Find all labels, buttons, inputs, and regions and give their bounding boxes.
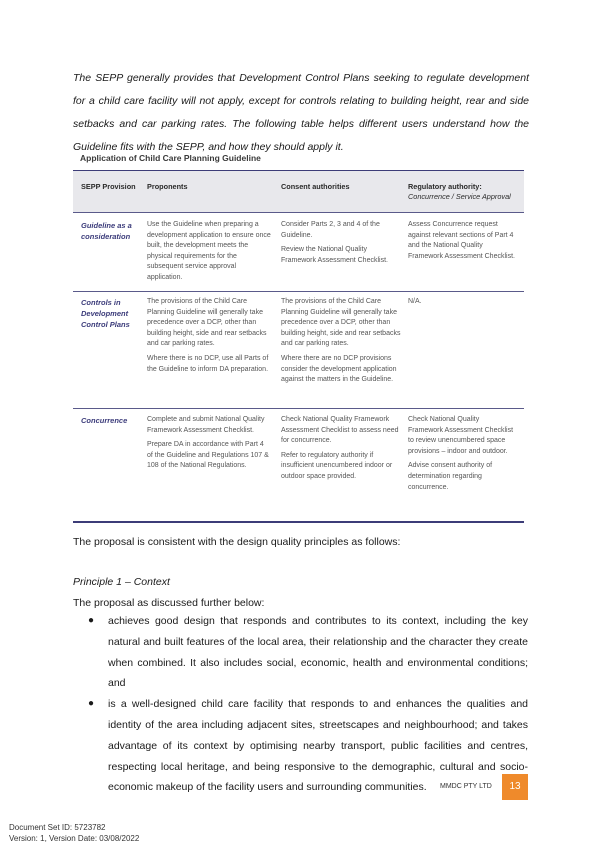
- row-label-dcp: Controls in Development Control Plans: [81, 298, 130, 329]
- row1-proponents-text: Use the Guideline when preparing a development application to ensure once built, the development meets the physical requirements for the subsequent service approval application.: [147, 221, 271, 281]
- row-divider: [73, 408, 524, 409]
- row3-proponents-text-2: Prepare DA in accordance with Part 4 of the Guideline and Regulations 107 & 108 of the National Regulations.: [147, 441, 269, 470]
- header-consent-authorities: Consent authorities: [281, 182, 350, 191]
- row2-regulatory: [408, 297, 516, 312]
- row3-regulatory-text-2: Advise consent authority of determination regarding concurrence.: [408, 462, 493, 491]
- list-item: [88, 611, 528, 694]
- principle-heading: Principle 1 – Context: [73, 576, 170, 588]
- table-title: Application of Child Care Planning Guideline: [80, 153, 261, 163]
- page-number-badge: 13: [502, 774, 528, 800]
- row-label-guideline: Guideline as a consideration: [81, 221, 132, 241]
- intro-paragraph: The SEPP generally provides that Development Control Plans seeking to regulate development for a child care facility will not apply, except for controls relating to building height, rear and side setbacks and car parking rates. The following table helps different users understand how the Guideline fits with the SEPP, and how they should apply it.: [73, 72, 529, 153]
- row2-consent-text-2: Where there are no DCP provisions consider the development application against the matters in the Guideline.: [281, 354, 397, 384]
- bullet-text: is a well-designed child care facility that responds to and enhances the qualities and identity of the area including adjacent sites, streetscapes and neighbourhood; and takes advantage of its context by optimising nearby transport, public facilities and centres, respecting local heritage, and being responsive to the demographic, cultural and socio-economic makeup of the facility users and surrounding communities.: [108, 698, 528, 794]
- row1-consent: [281, 220, 403, 270]
- table-bottom-rule: [73, 521, 524, 523]
- header-sepp-provision: SEPP Provision: [81, 182, 136, 191]
- discussed-lead: The proposal as discussed further below:: [73, 597, 265, 609]
- row-divider: [73, 291, 524, 292]
- row2-regulatory-text: N/A.: [408, 298, 422, 305]
- header-regulatory-subtitle: Concurrence / Service Approval: [408, 192, 511, 201]
- header-regulatory-title: Regulatory authority:: [408, 182, 482, 191]
- bullet-icon: ●: [88, 698, 95, 710]
- table-header: [73, 170, 524, 213]
- header-proponents: Proponents: [147, 182, 188, 191]
- row3-consent: [281, 415, 403, 487]
- row3-regulatory: [408, 415, 516, 497]
- header-regulatory-authority: [408, 182, 522, 202]
- row1-consent-text-1: Consider Parts 2, 3 and 4 of the Guideline.: [281, 221, 380, 239]
- row1-regulatory-text: Assess Concurrence request against relevant sections of Part 4 and the National Quality Framework Assessment Checklist.: [408, 221, 515, 260]
- guideline-table: [73, 170, 524, 523]
- principle-bullet-list: [88, 611, 528, 798]
- row2-proponents-text-2: Where there is no DCP, use all Parts of the Guideline to inform DA preparation.: [147, 354, 269, 373]
- consistent-statement: The proposal is consistent with the design quality principles as follows:: [73, 536, 401, 548]
- bullet-text: achieves good design that responds and contributes to its context, including the key natural and built features of the local area, their relationship and the character they create when combined. It also includes social, economic, health and environmental conditions; and: [108, 615, 528, 690]
- row2-proponents: [147, 297, 271, 379]
- document-version: Version: 1, Version Date: 03/08/2022: [9, 833, 140, 843]
- row3-consent-text-2: Refer to regulatory authority if insufficient unencumbered indoor or outdoor space provided.: [281, 451, 393, 480]
- row1-proponents: [147, 220, 271, 288]
- bullet-icon: ●: [88, 615, 95, 626]
- row3-consent-text-1: Check National Quality Framework Assessment Checklist to assess need for concurrence.: [281, 416, 399, 445]
- footer-company: MMDC PTY LTD: [440, 783, 492, 790]
- row1-consent-text-2: Review the National Quality Framework Assessment Checklist.: [281, 246, 388, 264]
- row3-regulatory-text-1: Check National Quality Framework Assessment Checklist to review unencumbered space provisions – indoor and outdoor.: [408, 416, 514, 455]
- row1-regulatory: [408, 220, 516, 266]
- document-set-info: [9, 823, 139, 844]
- row2-consent: [281, 297, 403, 390]
- row3-proponents: [147, 415, 271, 476]
- row3-proponents-text-1: Complete and submit National Quality Framework Assessment Checklist.: [147, 416, 265, 434]
- row-divider: [73, 212, 524, 213]
- row-label-concurrence: Concurrence: [81, 416, 128, 425]
- document-set-id: Document Set ID: 5723782: [9, 823, 106, 832]
- row2-consent-text-1: The provisions of the Child Care Planning Guideline will generally take precedence over a DCP, other than building height, side and rear setbacks and car parking rates.: [281, 298, 401, 348]
- row2-proponents-text-1: The provisions of the Child Care Planning Guideline will generally take precedence over a DCP, other than building height, side and rear setbacks and car parking rates.: [147, 298, 267, 348]
